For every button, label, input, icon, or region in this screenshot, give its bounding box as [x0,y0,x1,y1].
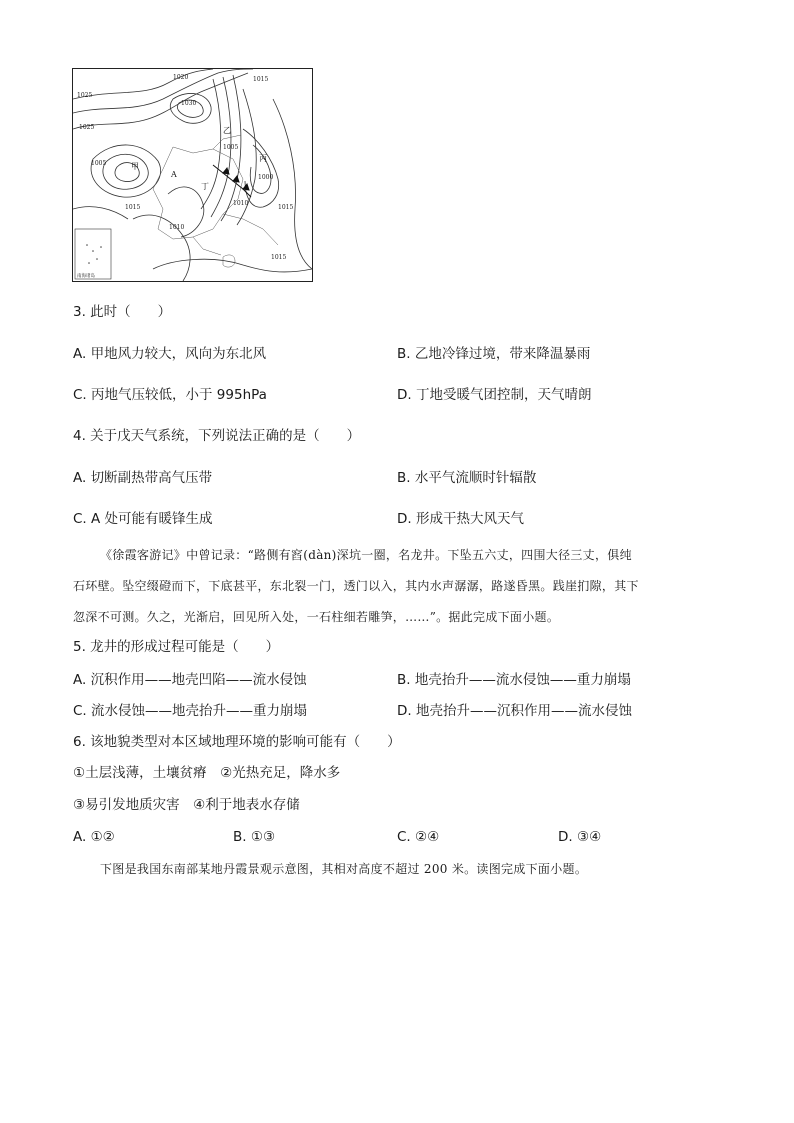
weather-map-figure [72,68,313,282]
passage-line-1: 《徐霞客游记》中曾记录：“路侧有窞(dàn)深坑一圈，名龙井。下坠五六丈，四围大径三丈，俱纯 [100,548,632,562]
svg-text:1025: 1025 [77,92,93,99]
question-6-item-line-2: ③易引发地质灾害 ④利于地表水存储 [73,797,300,813]
svg-text:1015: 1015 [253,76,269,83]
question-4-option-d[interactable]: D. 形成干热大风天气 [397,511,524,527]
passage-line-2: 石环壁。坠空缀磴而下，下底甚平，东北裂一门，透门以入，其内水声潺潺，路遂昏黑。践崖扪隙，其下 [73,579,639,593]
question-3-option-a[interactable]: A. 甲地风力较大，风向为东北风 [73,346,267,362]
svg-text:乙: 乙 [223,126,231,135]
question-6-option-a[interactable]: A. ①② [73,829,115,845]
svg-text:丁: 丁 [201,182,209,191]
question-3-option-b[interactable]: B. 乙地冷锋过境，带来降温暴雨 [397,346,591,362]
question-6-option-b[interactable]: B. ①③ [233,829,276,845]
svg-text:1005: 1005 [223,144,239,151]
svg-text:1010: 1010 [169,224,185,231]
question-3-option-d[interactable]: D. 丁地受暖气团控制，天气晴朗 [397,387,592,403]
question-4-option-a[interactable]: A. 切断副热带高气压带 [73,470,213,486]
svg-text:1030: 1030 [181,100,197,107]
next-figure-intro: 下图是我国东南部某地丹霞景观示意图，其相对高度不超过 200 米。读图完成下面小题。 [100,862,588,876]
question-6-option-d[interactable]: D. ③④ [558,829,602,845]
svg-text:1000: 1000 [258,174,274,181]
svg-text:1010: 1010 [233,200,249,207]
question-6-stem: 6. 该地貌类型对本区域地理环境的影响可能有（ ） [73,734,401,750]
question-4-option-b[interactable]: B. 水平气流顺时针辐散 [397,470,537,486]
question-4-option-c[interactable]: C. A 处可能有暖锋生成 [73,511,213,527]
svg-text:丙: 丙 [259,154,267,163]
svg-text:1025: 1025 [79,124,95,131]
svg-text:A: A [171,170,177,179]
question-5-option-b[interactable]: B. 地壳抬升——流水侵蚀——重力崩塌 [397,672,631,688]
question-3-stem: 3. 此时（ ） [73,304,172,320]
svg-text:1015: 1015 [125,204,141,211]
question-3-option-c[interactable]: C. 丙地气压较低，小于 995hPa [73,387,267,403]
question-6-option-c[interactable]: C. ②④ [397,829,440,845]
passage-line-3: 忽深不可测。久之，光渐启，回见所入处，一石柱细若雕笋，……”。据此完成下面小题。 [73,610,560,624]
question-4-stem: 4. 关于戊天气系统，下列说法正确的是（ ） [73,428,361,444]
svg-text:1015: 1015 [271,254,287,261]
question-5-option-a[interactable]: A. 沉积作用——地壳凹陷——流水侵蚀 [73,672,307,688]
question-5-option-c[interactable]: C. 流水侵蚀——地壳抬升——重力崩塌 [73,703,308,719]
question-6-item-line-1: ①土层浅薄，土壤贫瘠 ②光热充足，降水多 [73,765,341,781]
svg-text:1005: 1005 [91,160,107,167]
svg-text:1015: 1015 [278,204,294,211]
svg-text:甲: 甲 [131,162,139,171]
svg-text:南海诸岛: 南海诸岛 [77,274,95,279]
svg-text:1020: 1020 [173,74,189,81]
isobar-map-graphic [73,69,312,281]
question-5-option-d[interactable]: D. 地壳抬升——沉积作用——流水侵蚀 [397,703,632,719]
question-5-stem: 5. 龙井的形成过程可能是（ ） [73,639,280,655]
